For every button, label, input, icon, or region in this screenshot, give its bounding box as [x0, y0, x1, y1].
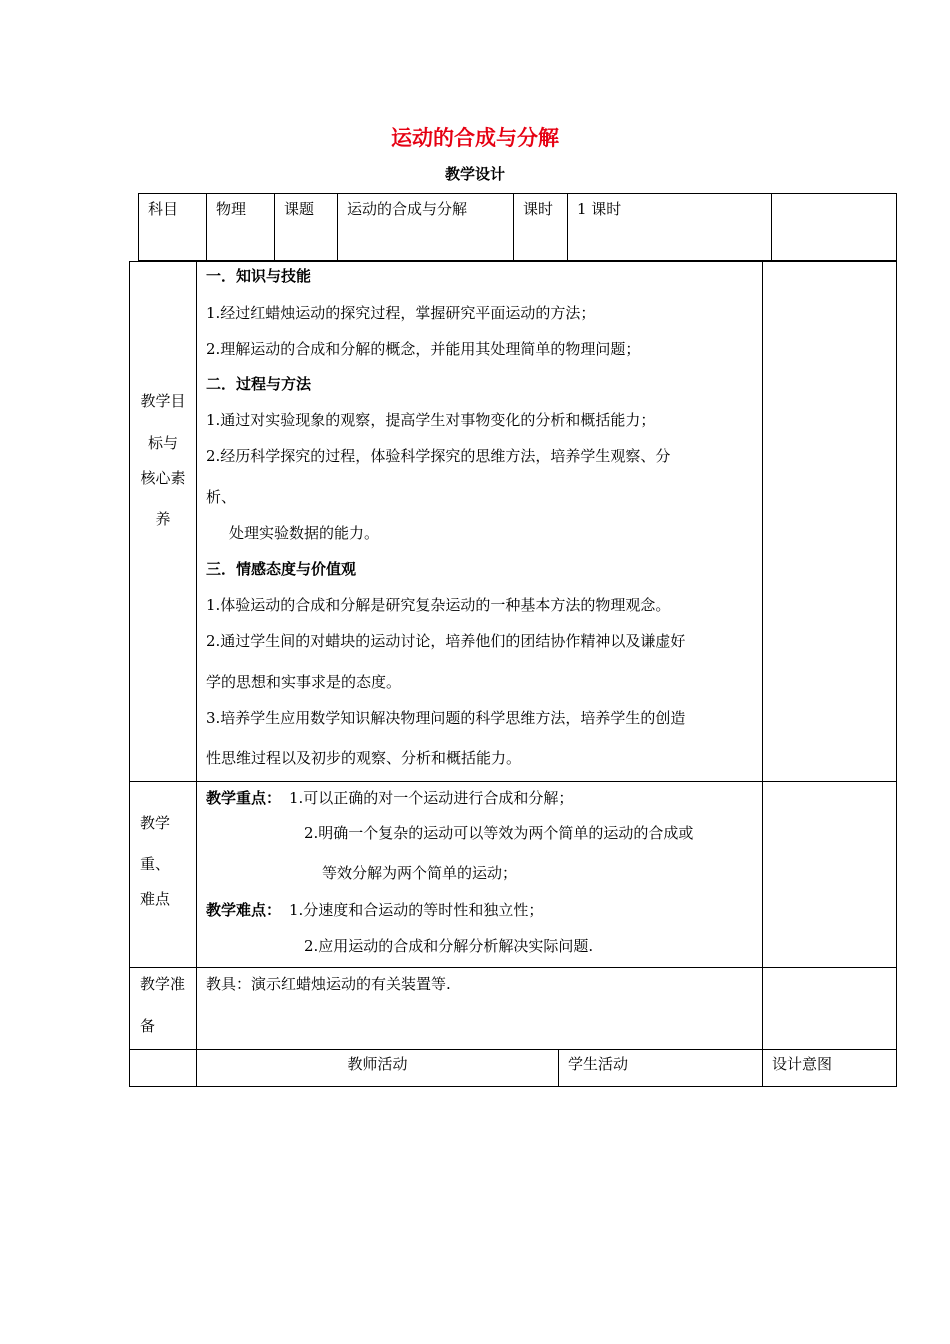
- goals-label-line: 养: [155, 510, 171, 528]
- goal-item: 学的思想和实事求是的态度。: [206, 673, 402, 691]
- topic-label: 课题: [284, 200, 315, 218]
- goal-item: 1.经过红蜡烛运动的探究过程，掌握研究平面运动的方法；: [206, 304, 596, 322]
- design-intent-header: 设计意图: [772, 1055, 833, 1073]
- goal-item: 2.通过学生间的对蜡块的运动讨论，培养他们的团结协作精神以及谦虚好: [206, 632, 686, 650]
- goal-item: 2.经历科学探究的过程，体验科学探究的思维方法，培养学生观察、分: [206, 447, 671, 465]
- hours-label: 课时: [523, 200, 554, 218]
- document-title: 运动的合成与分解: [391, 126, 559, 150]
- header-table: [138, 193, 897, 261]
- key-points-label: 教学重点：: [206, 789, 282, 807]
- key-point-item: 2.明确一个复杂的运动可以等效为两个简单的运动的合成或: [304, 824, 694, 842]
- difficulty-item: 2.应用运动的合成和分解分析解决实际问题.: [304, 937, 594, 955]
- key-point-item: 1.可以正确的对一个运动进行合成和分解；: [289, 789, 574, 807]
- keypoints-label-line: 难点: [140, 890, 171, 908]
- goal-item: 1.通过对实验现象的观察，提高学生对事物变化的分析和概括能力；: [206, 411, 656, 429]
- attitude-heading: 三．情感态度与价值观: [206, 560, 357, 578]
- keypoints-label-line: 教学: [140, 814, 171, 832]
- goals-label-line: 核心素: [140, 469, 186, 487]
- goal-item: 性思维过程以及初步的观察、分析和概括能力。: [206, 749, 522, 767]
- keypoints-label-line: 重、: [140, 855, 171, 873]
- prep-label-line: 备: [140, 1017, 156, 1035]
- hours-value: 1 课时: [577, 200, 622, 218]
- document-subtitle: 教学设计: [444, 165, 505, 183]
- goal-item: 3.培养学生应用数学知识解决物理问题的科学思维方法，培养学生的创造: [206, 709, 686, 727]
- goal-item: 2.理解运动的合成和分解的概念，并能用其处理简单的物理问题；: [206, 340, 641, 358]
- goals-label-line: 标与: [147, 434, 178, 452]
- difficulties-label: 教学难点：: [206, 901, 282, 919]
- difficulty-item: 1.分速度和合运动的等时性和独立性；: [289, 901, 544, 919]
- teacher-activity-header: 教师活动: [347, 1055, 408, 1073]
- goal-item: 处理实验数据的能力。: [229, 524, 380, 542]
- goal-item: 析、: [206, 488, 237, 506]
- goal-item: 1.体验运动的合成和分解是研究复杂运动的一种基本方法的物理观念。: [206, 596, 671, 614]
- prep-label-line: 教学准: [140, 975, 186, 993]
- subject-value: 物理: [216, 200, 247, 218]
- topic-value: 运动的合成与分解: [347, 200, 468, 218]
- subject-label: 科目: [148, 200, 179, 218]
- key-point-item: 等效分解为两个简单的运动；: [322, 864, 518, 882]
- process-heading: 二．过程与方法: [206, 375, 312, 393]
- goals-label-line: 教学目: [140, 392, 186, 410]
- prep-text: 教具：演示红蜡烛运动的有关装置等.: [206, 975, 451, 993]
- student-activity-header: 学生活动: [568, 1055, 629, 1073]
- knowledge-heading: 一．知识与技能: [206, 267, 312, 285]
